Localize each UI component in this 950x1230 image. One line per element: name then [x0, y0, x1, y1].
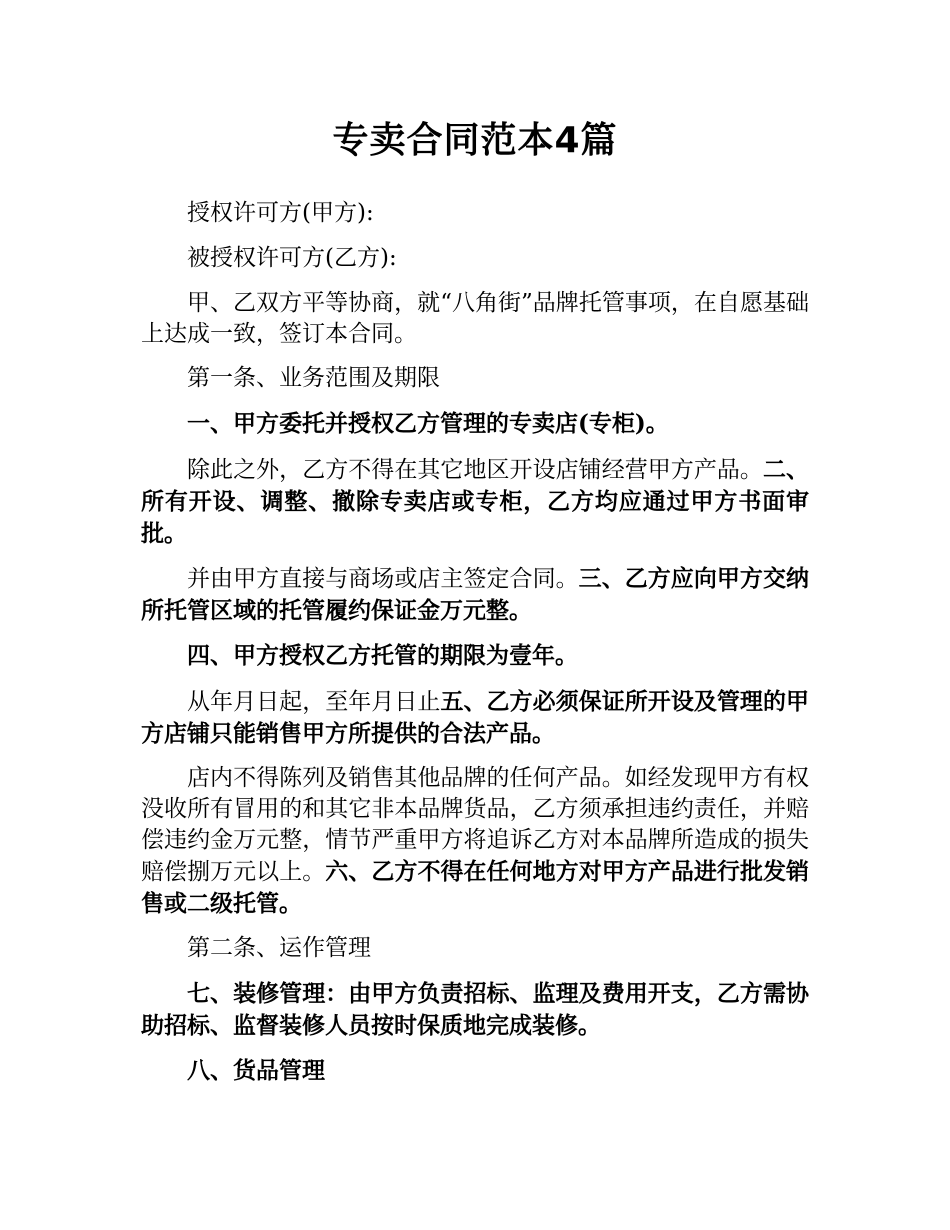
clause-2 [141, 454, 809, 550]
clause-bold-text: 五、乙方必须保证所开设及管理的甲方店铺只能销售甲方所提供的合法产品。 [141, 688, 810, 747]
section-heading-text: 第一条、业务范围及期限 [187, 365, 440, 391]
clause-bold-text: 七、装修管理：由甲方负责招标、监理及费用开支，乙方需协助招标、监督装修人员按时保质地完成装修。 [141, 980, 809, 1039]
clause-bold-text: 二、所有开设、调整、撤除专卖店或专柜，乙方均应通过甲方书面审批。 [141, 456, 810, 547]
clause-bold-text: 六、乙方不得在任何地方对甲方产品进行批发销售或二级托管。 [141, 858, 810, 917]
clause-5 [141, 686, 809, 750]
clause-bold-text: 四、甲方授权乙方托管的期限为壹年。 [187, 642, 578, 669]
clause-8 [141, 1055, 809, 1087]
clause-bold-text: 三、乙方应向甲方交纳所托管区域的托管履约保证金万元整。 [141, 565, 810, 624]
paragraph-preamble [141, 288, 809, 350]
paragraph-text: 被授权许可方(乙方): [187, 245, 397, 271]
section-heading-1 [141, 363, 809, 394]
paragraph-text: 并由甲方直接与商场或店主签定合同。 [187, 566, 579, 592]
paragraph-text: 店内不得陈列及销售其他品牌的任何产品。如经发现甲方有权没收所有冒用的和其它非本品牌货品，乙方须承担违约责任，并赔偿违约金万元整，情节严重甲方将追诉乙方对本品牌所造成的损失赔偿捌万元以上。 [141, 765, 809, 885]
document-body [141, 198, 809, 1101]
section-heading-2 [141, 933, 809, 964]
clause-bold-text: 八、货品管理 [187, 1057, 325, 1084]
section-heading-text: 第二条、运作管理 [187, 935, 371, 961]
clause-bold-text: 一、甲方委托并授权乙方管理的专卖店(专柜)。 [187, 410, 669, 437]
paragraph-text: 除此之外，乙方不得在其它地区开设店铺经营甲方产品。 [187, 457, 763, 483]
paragraph-text: 授权许可方(甲方): [187, 200, 374, 226]
clause-3 [141, 563, 809, 627]
clause-4 [141, 640, 809, 672]
document-title: 专卖合同范本4篇 [332, 120, 618, 161]
clause-7 [141, 978, 809, 1042]
clause-1 [141, 408, 809, 440]
paragraph-text: 从年月日起，至年月日止 [187, 689, 441, 715]
paragraph-text: 甲、乙双方平等协商，就“八角街”品牌托管事项，在自愿基础上达成一致，签订本合同。 [141, 290, 809, 347]
paragraph-licensor [141, 198, 809, 229]
paragraph-licensee [141, 243, 809, 274]
clause-6 [141, 763, 809, 920]
